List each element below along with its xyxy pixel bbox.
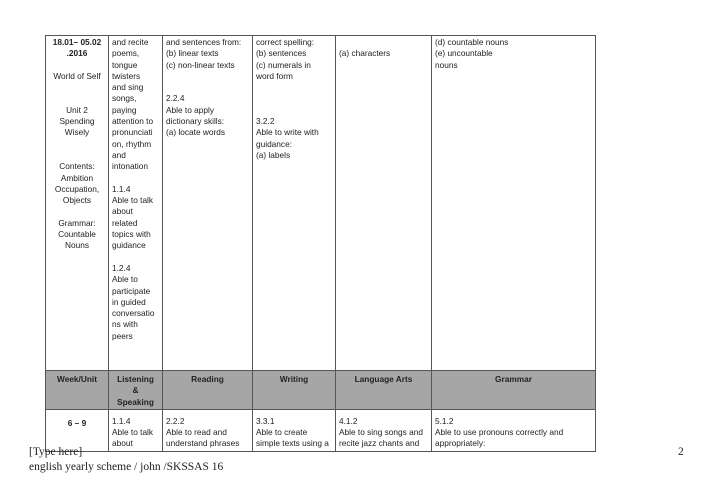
footer-text: english yearly scheme / john /SKSSAS 16 (29, 461, 224, 473)
week-cell (46, 36, 109, 371)
table-row (46, 36, 596, 371)
table-row (46, 409, 596, 451)
header-grammar: Grammar (432, 371, 596, 410)
writing-cell: correct spelling: (b) sentences (c) numerals in word form 3.2.2 Able to write with guidance: (a) labels (253, 36, 336, 371)
language-arts-cell: (a) characters (336, 36, 432, 371)
week-dates: 18.01– 05.02 .2016 (52, 37, 102, 59)
reading-cell: 2.2.2 Able to read and understand phrases (163, 409, 253, 451)
header-week-unit: Week/Unit (46, 371, 109, 410)
header-listening: Listening & Speaking (109, 371, 163, 410)
language-arts-cell: 4.1.2 Able to sing songs and recite jazz chants and (336, 409, 432, 451)
reading-cell: and sentences from: (b) linear texts (c) non-linear texts 2.2.4 Able to apply dictionary skills: (a) locate words (163, 36, 253, 371)
grammar-cell: (d) countable nouns (e) uncountable nouns (432, 36, 596, 371)
unit-info: World of Self Unit 2 Spending Wisely Contents: Ambition Occupation, Objects Grammar: Countable Nouns (53, 70, 101, 251)
header-writing: Writing (253, 371, 336, 410)
header-language-arts: Language Arts (336, 371, 432, 410)
writing-cell: 3.3.1 Able to create simple texts using a (253, 409, 336, 451)
scheme-table (45, 35, 596, 452)
footer-placeholder: [Type here] (29, 446, 83, 458)
page-number: 2 (678, 446, 684, 458)
grammar-cell: 5.1.2 Able to use pronouns correctly and appropriately: (432, 409, 596, 451)
week-cell: 6 – 9 (46, 409, 109, 451)
listening-cell: and recite poems, tongue twisters and sing songs, paying attention to pronunciati on, rhythm and intonation 1.1.4 Able to talk about related topics with guidance 1.2.4 Able to participate in guided conversatio ns with peers (109, 36, 163, 371)
header-row (46, 371, 596, 410)
header-reading: Reading (163, 371, 253, 410)
listening-cell: 1.1.4 Able to talk about (109, 409, 163, 451)
